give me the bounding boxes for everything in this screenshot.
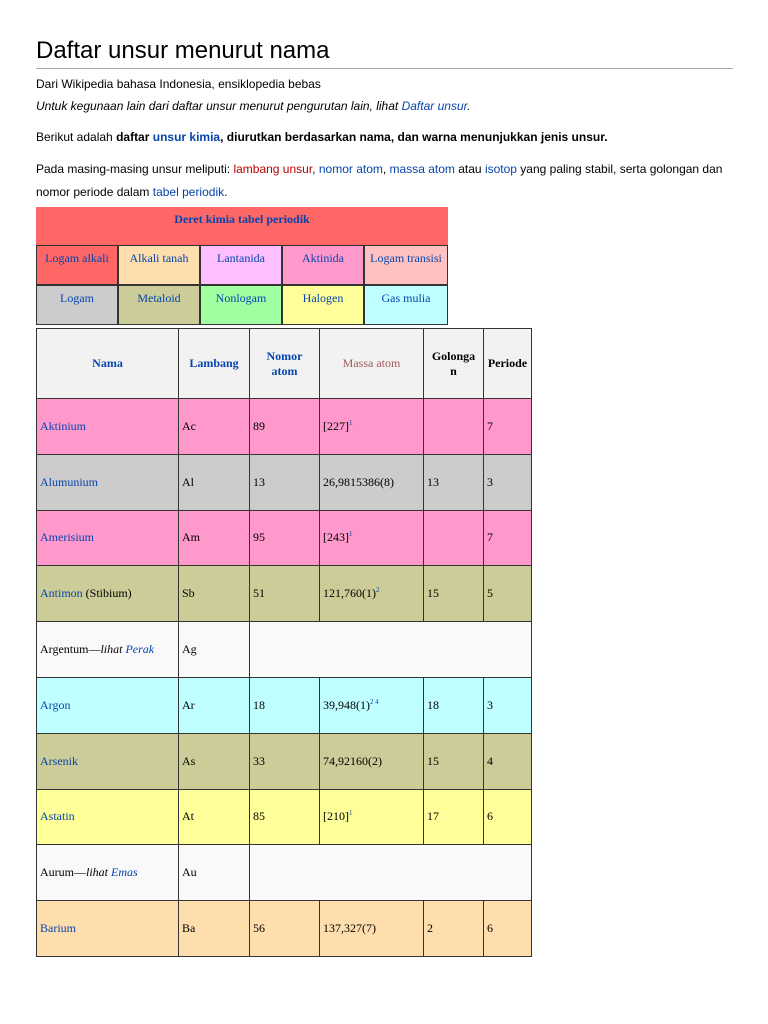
hatnote-suffix: . — [467, 99, 471, 113]
element-symbol: Au — [179, 845, 250, 901]
legend-row-2 — [36, 285, 448, 325]
table-row — [37, 733, 532, 789]
legend-row-1 — [36, 245, 448, 285]
para-text: yang paling stabil, serta golongan dan nomor periode dalam — [36, 162, 723, 199]
legend-lantanida[interactable]: Lantanida — [200, 245, 282, 285]
atomic-mass: $[210]^1$ — [320, 789, 424, 845]
elements-table — [36, 328, 532, 957]
table-row — [37, 399, 532, 455]
atomic-mass: 137,327(7) — [320, 901, 424, 957]
element-name-cell — [37, 510, 179, 566]
element-name-cell — [37, 454, 179, 510]
link-tabel-periodik[interactable]: tabel periodik — [152, 185, 225, 199]
redirect-name: Argentum— — [40, 642, 101, 657]
footnote-ref[interactable]: 1 — [349, 530, 353, 539]
redirect-link[interactable]: Emas — [111, 865, 138, 880]
legend-gas-mulia[interactable]: Gas mulia — [364, 285, 448, 325]
element-symbol: Al — [179, 454, 250, 510]
atomic-mass: 26,9815386(8) — [320, 454, 424, 510]
redirect-empty-cell — [250, 845, 532, 901]
legend-header: Deret kimia tabel periodik — [36, 207, 448, 245]
element-link[interactable]: Argon — [40, 697, 71, 712]
period-number: 7 — [484, 399, 532, 455]
period-number: 6 — [484, 789, 532, 845]
col-header-golongan: Golonga n — [424, 329, 484, 399]
table-row — [37, 566, 532, 622]
element-link[interactable]: Astatin — [40, 809, 75, 824]
hatnote — [36, 99, 471, 113]
intro-bold-2: , diurutkan berdasarkan nama, dan warna menunjukkan jenis unsur. — [220, 130, 608, 144]
intro-paragraph — [36, 130, 608, 144]
table-row — [37, 845, 532, 901]
para-text: Pada masing-masing unsur meliputi: — [36, 162, 234, 176]
period-number: 5 — [484, 566, 532, 622]
atomic-number: 56 — [250, 901, 320, 957]
group-number — [424, 399, 484, 455]
link-nomor-atom[interactable]: nomor atom — [318, 162, 383, 176]
period-number: 3 — [484, 677, 532, 733]
atomic-mass: $39,948(1)^{2 4}$ — [320, 677, 424, 733]
table-row — [37, 677, 532, 733]
group-number: 17 — [424, 789, 484, 845]
element-name-cell — [37, 677, 179, 733]
group-number: 15 — [424, 733, 484, 789]
group-number: 15 — [424, 566, 484, 622]
element-name-cell — [37, 901, 179, 957]
atomic-number: 51 — [250, 566, 320, 622]
legend-logam-transisi[interactable]: Logam transisi — [364, 245, 448, 285]
element-link[interactable]: Antimon — [40, 586, 83, 601]
intro-bold-1: daftar — [116, 130, 153, 144]
table-row — [37, 622, 532, 678]
col-header-nomor-atom[interactable]: Nomor atom — [250, 329, 320, 399]
element-link[interactable]: Alumunium — [40, 474, 99, 489]
element-symbol: At — [179, 789, 250, 845]
footnote-ref[interactable]: 2 — [376, 586, 380, 595]
site-subtitle: Dari Wikipedia bahasa Indonesia, ensiklopedia bebas — [36, 77, 321, 91]
element-symbol: Sb — [179, 566, 250, 622]
link-unsur-kimia[interactable]: unsur kimia — [152, 130, 221, 144]
element-symbol: Ac — [179, 399, 250, 455]
legend-nonlogam[interactable]: Nonlogam — [200, 285, 282, 325]
element-alt-name: (Stibium) — [82, 586, 132, 601]
table-row — [37, 789, 532, 845]
para-text: , — [382, 162, 390, 176]
legend-logam[interactable]: Logam — [36, 285, 118, 325]
para-text: , — [312, 162, 319, 176]
element-link[interactable]: Arsenik — [40, 753, 78, 768]
period-number: 7 — [484, 510, 532, 566]
hatnote-link-daftar-unsur[interactable]: Daftar unsur — [401, 99, 468, 113]
element-name-cell — [37, 622, 179, 678]
redirect-link[interactable]: Perak — [125, 642, 155, 657]
legend-aktinida[interactable]: Aktinida — [282, 245, 364, 285]
period-number: 3 — [484, 454, 532, 510]
footnote-ref[interactable]: 1 — [349, 418, 353, 427]
redirect-lihat: lihat — [100, 642, 126, 657]
element-name-cell — [37, 566, 179, 622]
table-header-row — [37, 329, 532, 399]
element-symbol: Ba — [179, 901, 250, 957]
element-name-cell — [37, 845, 179, 901]
element-symbol: As — [179, 733, 250, 789]
atomic-number: 95 — [250, 510, 320, 566]
group-number: 2 — [424, 901, 484, 957]
col-header-nama[interactable]: Nama — [37, 329, 179, 399]
link-massa-atom[interactable]: massa atom — [389, 162, 455, 176]
table-row — [37, 901, 532, 957]
footnote-ref[interactable]: 2 4 — [370, 697, 379, 706]
legend-metaloid[interactable]: Metaloid — [118, 285, 200, 325]
element-symbol: Am — [179, 510, 250, 566]
para-text: atau — [454, 162, 485, 176]
col-header-lambang[interactable]: Lambang — [179, 329, 250, 399]
redirect-lihat: lihat — [86, 865, 112, 880]
table-row — [37, 454, 532, 510]
legend-box — [36, 207, 448, 325]
element-name-cell — [37, 789, 179, 845]
legend-logam-alkali[interactable]: Logam alkali — [36, 245, 118, 285]
legend-alkali-tanah[interactable]: Alkali tanah — [118, 245, 200, 285]
period-number: 6 — [484, 901, 532, 957]
period-number: 4 — [484, 733, 532, 789]
footnote-ref[interactable]: 1 — [349, 809, 353, 818]
atomic-number: 13 — [250, 454, 320, 510]
element-link[interactable]: Amerisium — [40, 530, 94, 545]
col-header-periode: Periode — [484, 329, 532, 399]
atomic-mass: $[227]^1$ — [320, 399, 424, 455]
element-name-cell — [37, 399, 179, 455]
element-name-cell — [37, 733, 179, 789]
element-symbol: Ag — [179, 622, 250, 678]
atomic-mass: $[243]^1$ — [320, 510, 424, 566]
para-text: . — [224, 185, 228, 199]
hatnote-text: Untuk kegunaan lain dari daftar unsur menurut pengurutan lain, lihat — [36, 99, 402, 113]
atomic-number: 33 — [250, 733, 320, 789]
link-isotop[interactable]: isotop — [484, 162, 517, 176]
element-link[interactable]: Aktinium — [40, 418, 87, 433]
legend-halogen[interactable]: Halogen — [282, 285, 364, 325]
element-link[interactable]: Barium — [40, 921, 76, 936]
group-number: 13 — [424, 454, 484, 510]
atomic-number: 89 — [250, 399, 320, 455]
description-paragraph — [36, 158, 733, 204]
link-lambang-unsur[interactable]: lambang unsur — [233, 162, 313, 176]
redirect-empty-cell — [250, 622, 532, 678]
group-number — [424, 510, 484, 566]
table-row — [37, 510, 532, 566]
page-title: Daftar unsur menurut nama — [36, 36, 733, 69]
intro-prefix: Berikut adalah — [36, 130, 117, 144]
element-symbol: Ar — [179, 677, 250, 733]
atomic-mass: $121,760(1)^2$ — [320, 566, 424, 622]
atomic-number: 85 — [250, 789, 320, 845]
atomic-mass: 74,92160(2) — [320, 733, 424, 789]
group-number: 18 — [424, 677, 484, 733]
atomic-number: 18 — [250, 677, 320, 733]
redirect-name: Aurum— — [40, 865, 86, 880]
col-header-massa-atom[interactable]: Massa atom — [320, 329, 424, 399]
